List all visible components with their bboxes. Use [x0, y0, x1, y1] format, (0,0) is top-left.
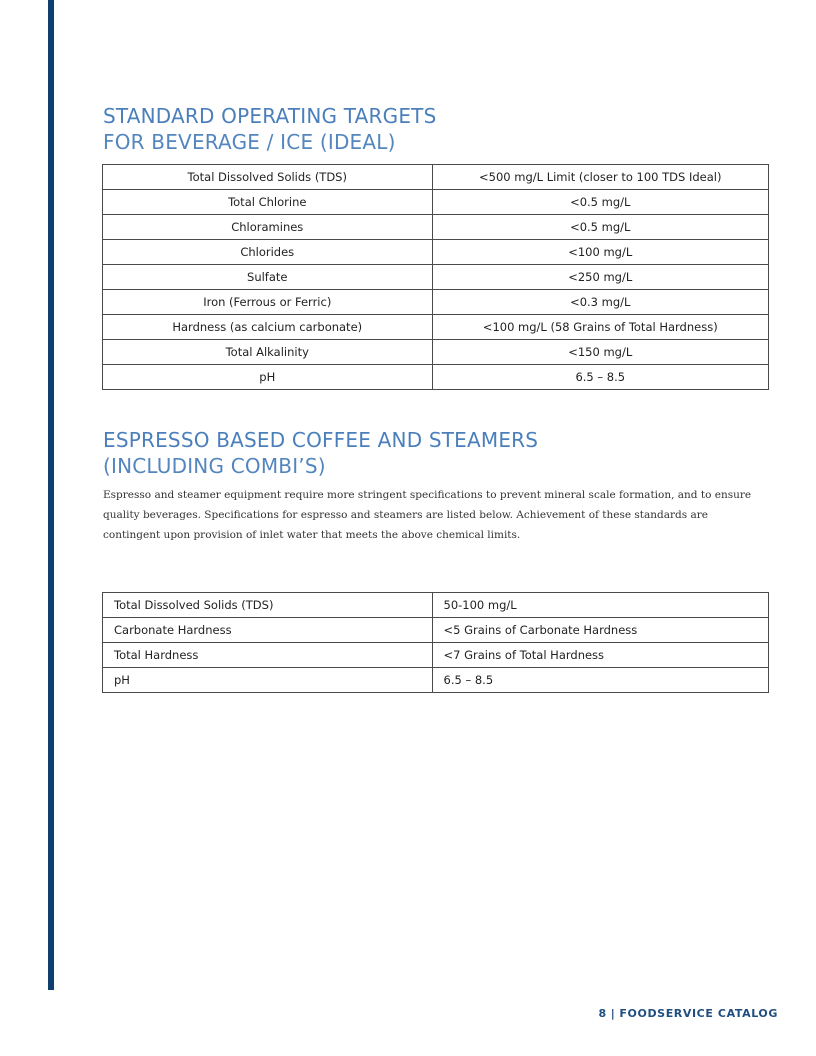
- parameter-cell: Chloramines: [103, 215, 433, 240]
- espresso-intro-paragraph: Espresso and steamer equipment require more stringent specifications to prevent mineral scale formation, and to ensure quality beverages. Specifications for espresso and steamers are listed below. Achievement of these standards are contingent upon provision of inlet water that meets the above chemical limits.: [103, 489, 752, 541]
- table-row: [103, 215, 769, 240]
- table-row: [103, 340, 769, 365]
- table-row: [103, 165, 769, 190]
- target-cell: <150 mg/L: [432, 340, 768, 365]
- catalog-label: FOODSERVICE CATALOG: [619, 1007, 778, 1020]
- table-row: [103, 265, 769, 290]
- table-row: [103, 290, 769, 315]
- target-cell: <100 mg/L: [432, 240, 768, 265]
- espresso-specs-table: [102, 592, 769, 693]
- table-row: [103, 190, 769, 215]
- parameter-cell: Hardness (as calcium carbonate): [103, 315, 433, 340]
- section-1-title: STANDARD OPERATING TARGETS: [103, 104, 437, 128]
- parameter-cell: Carbonate Hardness: [103, 618, 433, 643]
- parameter-cell: Sulfate: [103, 265, 433, 290]
- target-cell: 6.5 – 8.5: [432, 365, 768, 390]
- target-cell: <0.5 mg/L: [432, 215, 768, 240]
- target-cell: <0.5 mg/L: [432, 190, 768, 215]
- parameter-cell: Total Chlorine: [103, 190, 433, 215]
- parameter-cell: Iron (Ferrous or Ferric): [103, 290, 433, 315]
- target-cell: <500 mg/L Limit (closer to 100 TDS Ideal): [432, 165, 768, 190]
- parameter-cell: pH: [103, 668, 433, 693]
- section-2-heading: [103, 427, 538, 479]
- parameter-cell: Chlorides: [103, 240, 433, 265]
- target-cell: <0.3 mg/L: [432, 290, 768, 315]
- target-cell: 6.5 – 8.5: [432, 668, 769, 693]
- table-row: [103, 593, 769, 618]
- table-row: [103, 668, 769, 693]
- footer-separator: |: [610, 1007, 616, 1020]
- target-cell: <7 Grains of Total Hardness: [432, 643, 769, 668]
- section-1-subtitle: FOR BEVERAGE / ICE (IDEAL): [103, 130, 396, 154]
- page-number: 8: [598, 1007, 607, 1020]
- beverage-ice-targets-table: [102, 164, 769, 390]
- target-cell: <100 mg/L (58 Grains of Total Hardness): [432, 315, 768, 340]
- page-footer: [599, 1007, 778, 1020]
- parameter-cell: pH: [103, 365, 433, 390]
- parameter-cell: Total Alkalinity: [103, 340, 433, 365]
- target-cell: 50-100 mg/L: [432, 593, 769, 618]
- section-2-subtitle: (INCLUDING COMBI’S): [103, 454, 326, 478]
- table-row: [103, 365, 769, 390]
- left-accent-bar: [48, 0, 54, 990]
- table-row: [103, 315, 769, 340]
- target-cell: <250 mg/L: [432, 265, 768, 290]
- parameter-cell: Total Dissolved Solids (TDS): [103, 165, 433, 190]
- parameter-cell: Total Hardness: [103, 643, 433, 668]
- parameter-cell: Total Dissolved Solids (TDS): [103, 593, 433, 618]
- target-cell: <5 Grains of Carbonate Hardness: [432, 618, 769, 643]
- table-row: [103, 643, 769, 668]
- table-row: [103, 240, 769, 265]
- table-row: [103, 618, 769, 643]
- section-2-title: ESPRESSO BASED COFFEE AND STEAMERS: [103, 428, 539, 452]
- section-1-heading: [103, 103, 436, 155]
